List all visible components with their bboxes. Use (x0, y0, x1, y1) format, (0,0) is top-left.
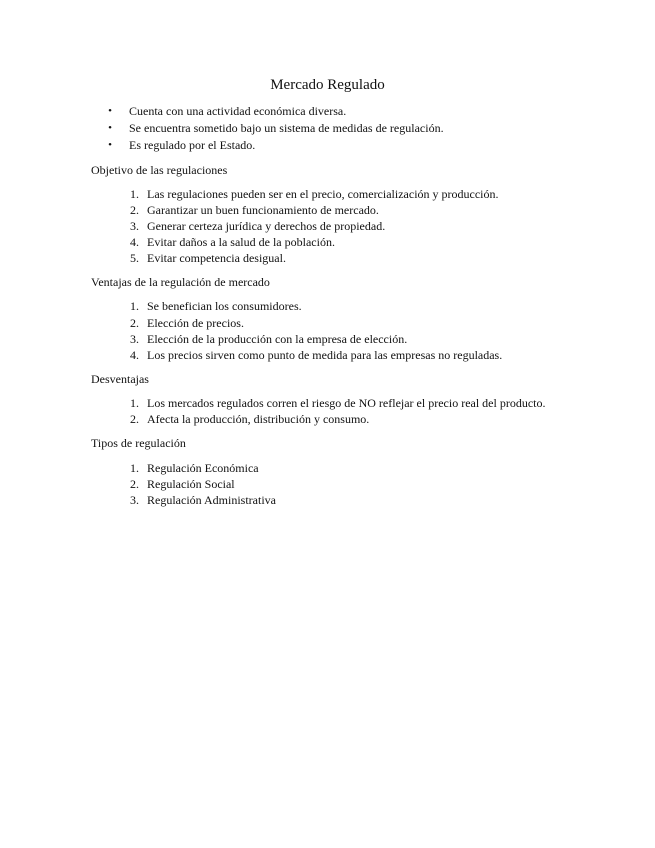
list-item (0, 250, 655, 266)
list-item-text: Las regulaciones pueden ser en el precio, comercialización y producción. (147, 187, 499, 201)
list-item-text: Cuenta con una actividad económica diversa. (129, 104, 347, 118)
list-item-text: Afecta la producción, distribución y consumo. (147, 412, 370, 426)
list-item-text: Regulación Económica (147, 461, 259, 475)
section-heading: Objetivo de las regulaciones (91, 163, 228, 177)
list-item (0, 331, 655, 347)
section-heading: Tipos de regulación (91, 436, 186, 450)
list-number: 2. (130, 316, 139, 330)
section-heading: Ventajas de la regulación de mercado (91, 275, 270, 289)
list-item-text: Garantizar un buen funcionamiento de mercado. (147, 203, 379, 217)
list-number: 1. (130, 187, 139, 201)
section-heading: Desventajas (91, 372, 149, 386)
list-item (0, 460, 655, 476)
document-title: Mercado Regulado (270, 77, 385, 93)
list-item (0, 218, 655, 234)
list-number: 3. (130, 219, 139, 233)
list-item-text: Se benefician los consumidores. (147, 299, 302, 313)
list-item-text: Elección de la producción con la empresa de elección. (147, 332, 408, 346)
list-item (0, 186, 655, 202)
bullet-marker: • (108, 122, 112, 134)
list-item (0, 347, 655, 363)
list-item (0, 411, 655, 427)
list-item (0, 103, 655, 119)
list-item (0, 298, 655, 314)
list-number: 1. (130, 396, 139, 410)
list-number: 2. (130, 412, 139, 426)
list-item (0, 492, 655, 508)
list-number: 1. (130, 461, 139, 475)
list-item (0, 137, 655, 153)
list-item-text: Los mercados regulados corren el riesgo de NO reflejar el precio real del producto. (147, 396, 546, 410)
list-number: 4. (130, 348, 139, 362)
list-item-text: Evitar daños a la salud de la población. (147, 235, 335, 249)
list-number: 2. (130, 203, 139, 217)
list-item-text: Regulación Social (147, 477, 235, 491)
list-number: 4. (130, 235, 139, 249)
bullet-marker: • (108, 105, 112, 117)
list-item-text: Elección de precios. (147, 316, 244, 330)
list-number: 2. (130, 477, 139, 491)
list-item-text: Se encuentra sometido bajo un sistema de medidas de regulación. (129, 121, 444, 135)
list-item (0, 315, 655, 331)
list-number: 3. (130, 332, 139, 346)
list-item-text: Generar certeza jurídica y derechos de propiedad. (147, 219, 386, 233)
list-item (0, 120, 655, 136)
list-item-text: Es regulado por el Estado. (129, 138, 256, 152)
bullet-marker: • (108, 139, 112, 151)
list-number: 1. (130, 299, 139, 313)
list-number: 5. (130, 251, 139, 265)
list-item (0, 395, 655, 411)
list-item-text: Evitar competencia desigual. (147, 251, 286, 265)
list-item (0, 234, 655, 250)
list-item-text: Los precios sirven como punto de medida para las empresas no reguladas. (147, 348, 503, 362)
list-item (0, 202, 655, 218)
list-number: 3. (130, 493, 139, 507)
list-item-text: Regulación Administrativa (147, 493, 276, 507)
list-item (0, 476, 655, 492)
